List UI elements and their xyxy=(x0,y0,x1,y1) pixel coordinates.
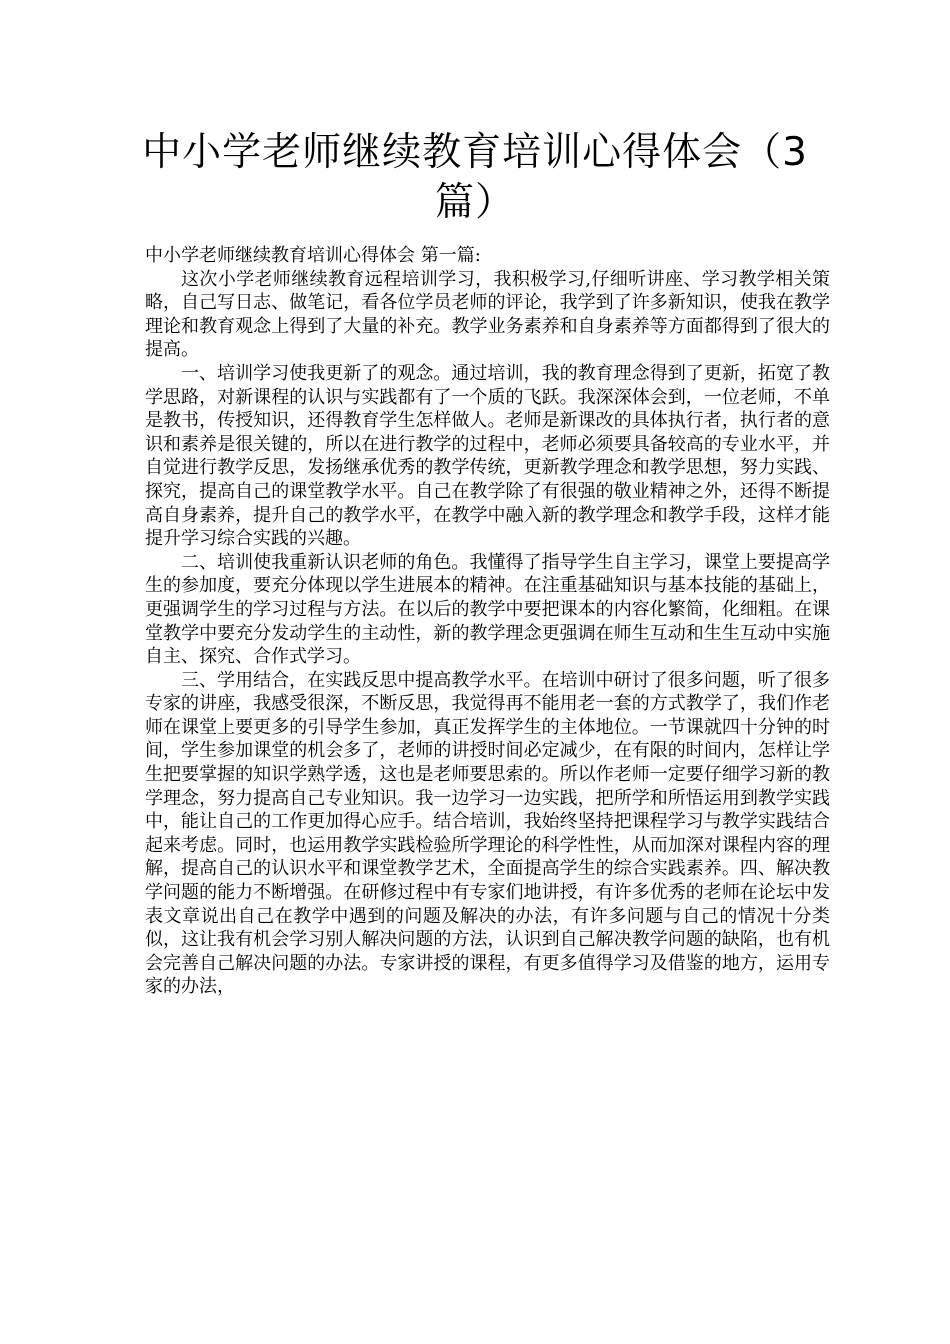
paragraph-point-3: 三、学用结合，在实践反思中提高教学水平。在培训中研讨了很多问题，听了很多专家的讲座，我感受很深，不断反思，我觉得再不能用老一套的方式教学了，我们作老师在课堂上要更多的引导学生参加，真正发挥学生的主体地位。一节课就四十分钟的时间，学生参加课堂的机会多了，老师的讲授时间必定减少，在有限的时间内，怎样让学生把要掌握的知识学熟学透，这也是老师要思索的。所以作老师一定要仔细学习新的教学理念，努力提高自己专业知识。我一边学习一边实践，把所学和所悟运用到教学实践中，能让自己的工作更加得心应手。结合培训，我始终坚持把课程学习与教学实践结合起来考虑。同时，也运用教学实践检验所学理论的科学性性，从而加深对课程内容的理解，提高自己的认识水平和课堂教学艺术，全面提高学生的综合实践素养。四、解决教学问题的能力不断增强。在研修过程中有专家们地讲授，有许多优秀的老师在论坛中发表文章说出自己在教学中遇到的问题及解决的办法，有许多问题与自己的情况十分类似，这让我有机会学习别人解决问题的方法，认识到自己解决教学问题的缺陷，也有机会完善自己解决问题的办法。专家讲授的课程，有更多值得学习及借鉴的地方，运用专家的办法， xyxy=(145,669,830,998)
paragraph-point-2: 二、培训使我重新认识老师的角色。我懂得了指导学生自主学习，课堂上要提高学生的参加度，要充分体现以学生进展本的精神。在注重基础知识与基本技能的基础上，更强调学生的学习过程与方法。在以后的教学中要把课本的内容化繁简，化细粗。在课堂教学中要充分发动学生的主动性，新的教学理念更强调在师生互动和生生互动中实施自主、探究、合作式学习。 xyxy=(145,551,830,668)
paragraph-point-1: 一、培训学习使我更新了的观念。通过培训，我的教育理念得到了更新，拓宽了教学思路，对新课程的认识与实践都有了一个质的飞跃。我深深体会到，一位老师，不单是教书，传授知识，还得教育学生怎样做人。老师是新课改的具体执行者，执行者的意识和素养是很关键的，所以在进行教学的过程中，老师必须要具备较高的专业水平，并自觉进行教学反思，发扬继承优秀的教学传统，更新教学理念和教学思想，努力实践、探究，提高自己的课堂教学水平。自己在教学除了有很强的敬业精神之外，还得不断提高自身素养，提升自己的教学水平，在教学中融入新的教学理念和教学手段，这样才能提升学习综合实践的兴趣。 xyxy=(145,362,830,550)
paragraph-intro: 这次小学老师继续教育远程培训学习，我积极学习,仔细听讲座、学习教学相关策略，自己写日志、做笔记，看各位学员老师的评论，我学到了许多新知识，使我在教学理论和教育观念上得到了大量的补充。教学业务素养和自身素养等方面都得到了很大的提高。 xyxy=(145,268,830,361)
document-title: 中小学老师继续教育培训心得体会（3篇） xyxy=(142,130,808,225)
document-body xyxy=(145,244,830,999)
section-heading: 中小学老师继续教育培训心得体会 第一篇: xyxy=(145,245,481,266)
